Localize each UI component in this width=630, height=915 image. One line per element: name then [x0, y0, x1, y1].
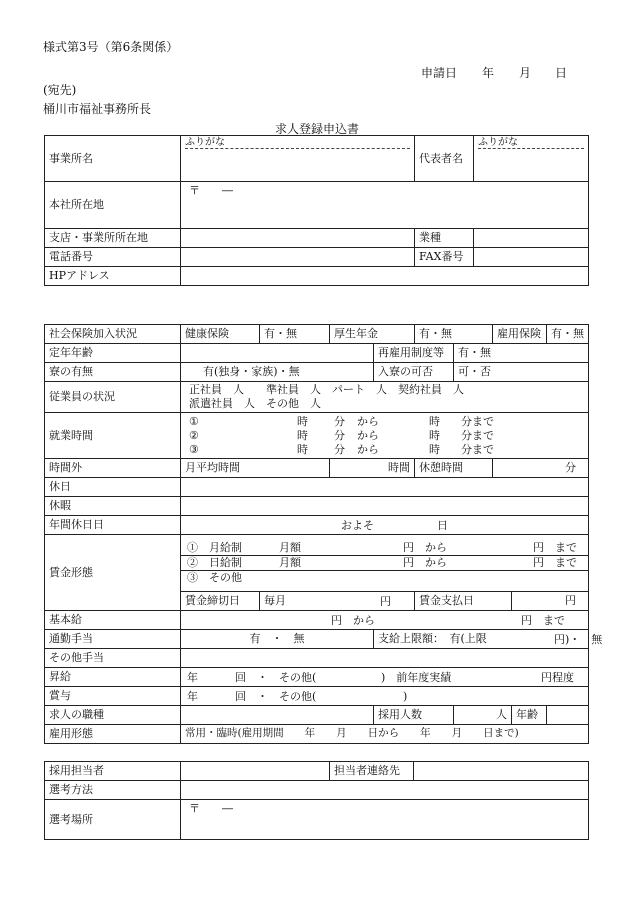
overtime-label: 時間外	[45, 459, 181, 478]
other-allowance-label: その他手当	[45, 649, 181, 668]
social-insurance-label: 社会保険加入状況	[45, 325, 181, 344]
hiring-count-field[interactable]: 人	[454, 706, 512, 725]
fax-field[interactable]	[474, 248, 589, 267]
raise-field[interactable]: 年 回 ・ その他( ) 前年度実績 円程度	[181, 668, 589, 687]
employment-insurance-choice[interactable]: 有・無	[547, 325, 589, 344]
dorm-entry-choice[interactable]: 可・否	[454, 363, 589, 382]
form-number: 様式第3号（第6条関係）	[43, 40, 179, 54]
leave-field[interactable]	[181, 497, 589, 516]
health-insurance-choice[interactable]: 有・無	[260, 325, 330, 344]
selection-place-field[interactable]	[181, 800, 589, 840]
reemployment-label: 再雇用制度等	[374, 344, 454, 363]
annual-holidays-field[interactable]: およそ 日	[181, 516, 589, 535]
phone-label: 電話番号	[45, 248, 181, 267]
retirement-age-field[interactable]	[181, 344, 374, 363]
company-furigana: ふりがな	[185, 137, 410, 149]
selection-method-field[interactable]	[181, 781, 589, 800]
document-title: 求人登録申込書	[275, 122, 360, 136]
monthly-avg-label: 月平均時間	[181, 459, 330, 478]
shift-2: ② 時 分 から 時 分まで	[189, 428, 494, 442]
payday-label: 賃金支払日	[415, 592, 512, 611]
apply-year: 年	[482, 66, 495, 80]
commute-choice[interactable]: 有 ・ 無	[181, 630, 374, 649]
recruiter-label: 採用担当者	[45, 762, 181, 781]
homepage-label: HPアドレス	[45, 267, 181, 286]
addressee-office: 桶川市福祉事務所長	[43, 102, 152, 116]
shift-3: ③ 時 分 から 時 分まで	[189, 442, 494, 456]
apply-day: 日	[555, 66, 568, 80]
branch-address-field[interactable]	[181, 229, 415, 248]
dormitory-label: 寮の有無	[45, 363, 181, 382]
representative-furigana: ふりがな	[478, 137, 584, 149]
recruiter-table	[44, 761, 589, 840]
age-label: 年齢	[512, 706, 547, 725]
head-office-label: 本社所在地	[45, 182, 181, 229]
break-time-label: 休憩時間	[415, 459, 493, 478]
hiring-count-label: 採用人数	[374, 706, 454, 725]
company-name-field[interactable]	[181, 136, 415, 182]
retirement-age-label: 定年年齢	[45, 344, 181, 363]
holidays-label: 休日	[45, 478, 181, 497]
employees-line-1: 正社員 人 準社員 人 パート 人 契約社員 人	[189, 383, 464, 397]
company-name-label: 事業所名	[45, 136, 181, 182]
job-type-label: 求人の職種	[45, 706, 181, 725]
dorm-entry-label: 入寮の可否	[374, 363, 454, 382]
employment-insurance-label: 雇用保険	[493, 325, 547, 344]
phone-field[interactable]	[181, 248, 415, 267]
leave-label: 休暇	[45, 497, 181, 516]
payday-field[interactable]: 円	[512, 592, 589, 611]
employment-type-field[interactable]: 常用・臨時(雇用期間 年 月 日から 年 月 日まで)	[181, 725, 589, 744]
head-office-field[interactable]	[181, 182, 589, 229]
shift-1: ① 時 分 から 時 分まで	[189, 414, 494, 428]
bonus-field[interactable]: 年 回 ・ その他( )	[181, 687, 589, 706]
recruiter-contact-field[interactable]	[414, 762, 589, 781]
base-salary-label: 基本給	[45, 611, 181, 630]
reemployment-choice[interactable]: 有・無	[454, 344, 589, 363]
working-hours-field[interactable]	[181, 413, 589, 459]
selection-place-postal: 〒 ―	[189, 802, 233, 815]
break-time-unit[interactable]: 分	[493, 459, 589, 478]
selection-method-label: 選考方法	[45, 781, 181, 800]
recruiter-field[interactable]	[181, 762, 330, 781]
employment-conditions-table	[44, 324, 603, 744]
holidays-field[interactable]	[181, 478, 589, 497]
health-insurance-label: 健康保険	[181, 325, 260, 344]
industry-label: 業種	[415, 229, 474, 248]
apply-date-label: 申請日	[421, 66, 458, 80]
wage-type-label: 賃金形態	[45, 535, 181, 611]
head-office-postal: 〒 ―	[189, 184, 233, 197]
wage-cutoff-field[interactable]: 毎月 円	[260, 592, 415, 611]
annual-holidays-label: 年間休日日	[45, 516, 181, 535]
employment-type-label: 雇用形態	[45, 725, 181, 744]
wage-options[interactable]	[181, 535, 589, 592]
fax-label: FAX番号	[415, 248, 474, 267]
employees-line-2: 派遣社員 人 その他 人	[189, 397, 321, 410]
branch-address-label: 支店・事業所所在地	[45, 229, 181, 248]
wage-monthly: ① 月給制 月額 円 から 円 まで	[181, 541, 588, 556]
commute-label: 通勤手当	[45, 630, 181, 649]
overtime-hours-unit[interactable]: 時間	[330, 459, 415, 478]
selection-place-label: 選考場所	[45, 800, 181, 840]
apply-month: 月	[519, 66, 532, 80]
pension-label: 厚生年金	[330, 325, 415, 344]
recruiter-contact-label: 担当者連絡先	[330, 762, 414, 781]
wage-other: ③ その他	[187, 571, 242, 584]
age-field[interactable]	[547, 706, 589, 725]
commute-limit-field[interactable]: 支給上限額： 有(上限 円)・ 無	[374, 630, 589, 649]
wage-daily: ② 日給制 月額 円 から 円 まで	[181, 556, 588, 571]
homepage-field[interactable]	[181, 267, 589, 286]
bonus-label: 賞与	[45, 687, 181, 706]
wage-cutoff-label: 賃金締切日	[181, 592, 260, 611]
representative-field[interactable]	[474, 136, 589, 182]
job-type-field[interactable]	[181, 706, 374, 725]
company-info-table	[44, 135, 589, 286]
industry-field[interactable]	[474, 229, 589, 248]
employees-label: 従業員の状況	[45, 382, 181, 413]
other-allowance-field[interactable]	[181, 649, 589, 668]
addressee-label: (宛先)	[43, 83, 77, 97]
dormitory-choice[interactable]: 有(独身・家族)・無	[181, 363, 374, 382]
base-salary-field[interactable]: 円 から 円 まで	[181, 611, 589, 630]
employees-field[interactable]	[181, 382, 589, 413]
representative-label: 代表者名	[415, 136, 474, 182]
pension-choice[interactable]: 有・無	[415, 325, 493, 344]
raise-label: 昇給	[45, 668, 181, 687]
working-hours-label: 就業時間	[45, 413, 181, 459]
